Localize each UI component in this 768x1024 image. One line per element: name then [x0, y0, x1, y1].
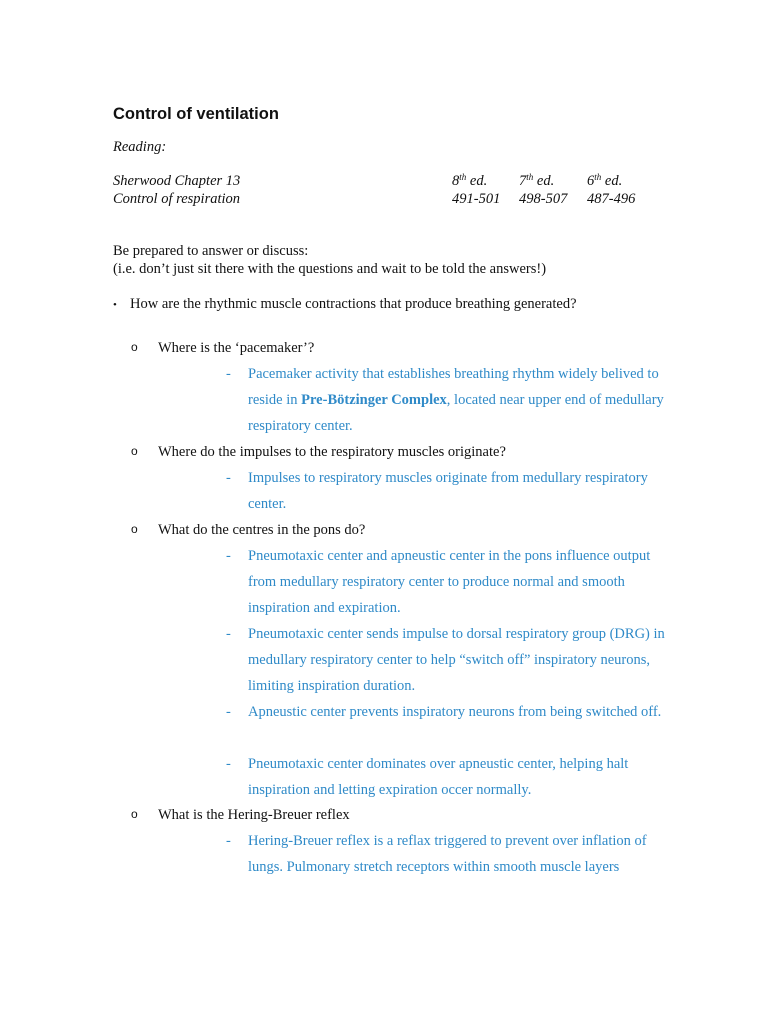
- answer-pacemaker: [226, 361, 666, 439]
- dash-bullet-icon: -: [226, 833, 231, 849]
- bullet-dot-icon: •: [113, 299, 117, 311]
- dash-bullet-icon: -: [226, 366, 231, 382]
- reading-label: Reading:: [113, 139, 167, 155]
- highlight-term: Pre-Bötzinger Complex: [301, 392, 447, 408]
- answer-text: Apneustic center prevents inspiratory neurons from being switched off.: [248, 704, 662, 720]
- prep-instruction: Be prepared to answer or discuss:: [113, 243, 309, 259]
- edition-7-header: 7th ed.: [519, 172, 555, 189]
- edition-6-header: 6th ed.: [587, 172, 623, 189]
- reference-topic: Control of respiration: [113, 191, 241, 207]
- prep-note: (i.e. don’t just sit there with the questions and wait to be told the answers!): [113, 261, 547, 277]
- edition-7-pages: 498-507: [519, 191, 568, 207]
- answer-text: Pneumotaxic center and apneustic center in the pons influence output from medullary respiratory center to produce normal and smooth inspiration and expiration.: [248, 548, 651, 616]
- answer-text: Pneumotaxic center dominates over apneustic center, helping halt inspiration and letting expiration occer normally.: [248, 756, 629, 798]
- circle-bullet-icon: o: [131, 340, 138, 354]
- edition-8-pages: 491-501: [452, 191, 501, 207]
- circle-bullet-icon: o: [131, 522, 138, 536]
- page-title: Control of ventilation: [113, 105, 279, 123]
- answer-apneustic: [226, 699, 666, 725]
- dash-bullet-icon: -: [226, 626, 231, 642]
- answer-text: Pacemaker activity that establishes breathing rhythm widely belived to reside in Pre-Bötzinger Complex, located near upper end of medullary respiratory center.: [248, 366, 664, 434]
- question-text: Where do the impulses to the respiratory muscles originate?: [158, 444, 506, 460]
- circle-bullet-icon: o: [131, 807, 138, 821]
- main-question-text: How are the rhythmic muscle contractions that produce breathing generated?: [130, 296, 577, 312]
- answer-dominance: [226, 751, 666, 803]
- circle-bullet-icon: o: [131, 444, 138, 458]
- dash-bullet-icon: -: [226, 756, 231, 772]
- answer-pneumotaxic: [226, 621, 666, 699]
- answer-hering-breuer: [226, 828, 666, 880]
- reference-source: Sherwood Chapter 13: [113, 173, 241, 189]
- answer-impulses: [226, 465, 666, 517]
- edition-6-pages: 487-496: [587, 191, 636, 207]
- answer-text: Pneumotaxic center sends impulse to dorsal respiratory group (DRG) in medullary respiratory center to help “switch off” inspiratory neurons, limiting inspiration duration.: [248, 626, 665, 694]
- answer-text: Impulses to respiratory muscles originate from medullary respiratory center.: [248, 470, 648, 512]
- question-text: Where is the ‘pacemaker’?: [158, 340, 315, 356]
- dash-bullet-icon: -: [226, 470, 231, 486]
- edition-8-header: 8th ed.: [452, 172, 488, 189]
- answer-pons-overview: [226, 543, 666, 621]
- question-text: What is the Hering-Breuer reflex: [158, 807, 350, 823]
- dash-bullet-icon: -: [226, 704, 231, 720]
- dash-bullet-icon: -: [226, 548, 231, 564]
- question-text: What do the centres in the pons do?: [158, 522, 366, 538]
- answer-text: Hering-Breuer reflex is a reflax triggered to prevent over inflation of lungs. Pulmonary stretch receptors within smooth muscle layers: [248, 833, 647, 875]
